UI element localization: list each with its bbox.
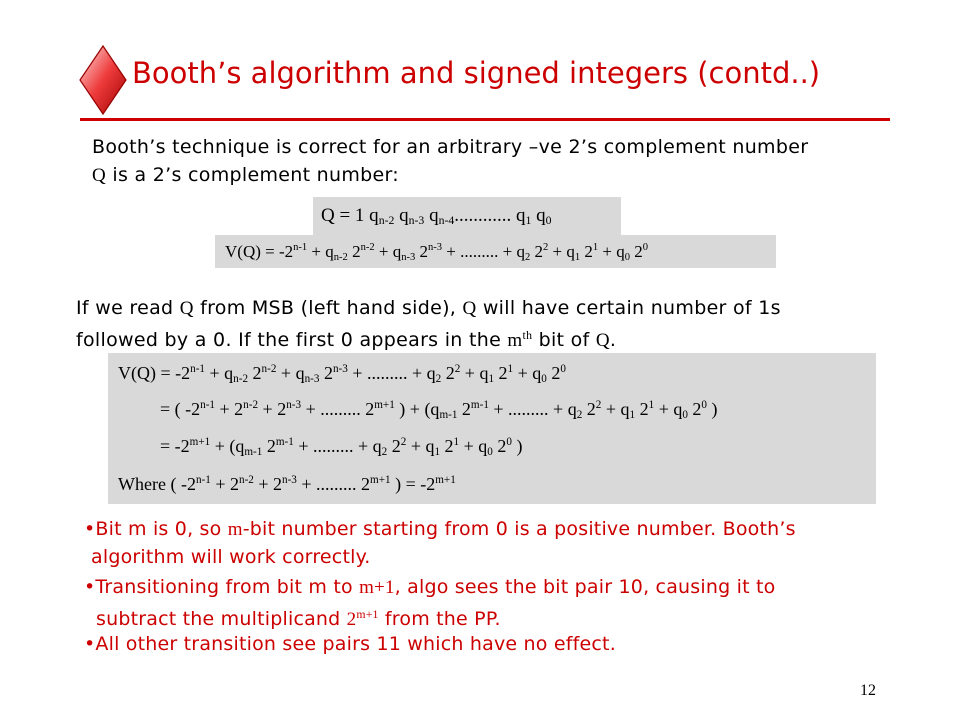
derivation-row-3: = $-2^{m+1} + (q_{m-1}$ $2^{m-1}$ + ......... + $q_2$ $2^2 + q_1$ $2^1 + q_0$ $2^0$ ) [160, 436, 523, 458]
derivation-row-4: Where ( $-2^{n-1} + 2^{n-2} + 2^{n-3}$ + ......... $2^{m+1}$ ) = $-2^{m+1}$ [118, 474, 456, 494]
bullet-2-line-2: subtract the multiplicand $2^{m+1}$ from the PP. [96, 608, 501, 630]
vq-formula: $V(Q) = -2^{n-1} + q_{n-2}$ $2^{n-2} + q_{n-3}$ $2^{n-3}$ + ......... + $q_2$ $2^2 + q_1$ $2^1 + q_0$ $2^0$ [225, 242, 649, 263]
msb-line-2: followed by a 0. If the first 0 appears in the $m^{th}$ bit of Q. [76, 329, 617, 351]
page-number: 12 [860, 682, 876, 699]
slide-title: Booth’s algorithm and signed integers (contd..) [132, 56, 821, 90]
bullet-list [84, 516, 904, 666]
derivation-box [108, 353, 876, 504]
derivation-row-2: = ( $-2^{n-1} + 2^{n-2} + 2^{n-3}$ + ......... $2^{m+1}$ ) + ($q_{m-1}$ $2^{m-1}$ + ......... + $q_2$ $2^2 + q_1$ $2^1 + q_0$ $2^0$ ) [160, 399, 718, 421]
intro-line-2: Q is a 2’s complement number: [92, 164, 399, 186]
bullet-2-line-1: •Transitioning from bit m to m+1, algo sees the bit pair 10, causing it to [84, 576, 776, 598]
vq-formula-box [215, 235, 776, 268]
intro-line-1: Booth’s technique is correct for an arbitrary –ve 2’s complement number [92, 136, 809, 158]
derivation-row-1: $V(Q) = -2^{n-1} + q_{n-2}$ $2^{n-2} + q_{n-3}$ $2^{n-3}$ + ......... + $q_2$ $2^2 + q_1$ $2^1 + q_0$ $2^0$ [118, 363, 566, 385]
title-underline [80, 118, 890, 121]
bullet-1-line-1: •Bit m is 0, so m-bit number starting from 0 is a positive number. Booth’s [84, 518, 796, 540]
bullet-1-line-2: algorithm will work correctly. [91, 546, 371, 568]
msb-line-1: If we read Q from MSB (left hand side), Q will have certain number of 1s [76, 297, 781, 319]
diamond-icon [78, 44, 128, 116]
q-definition-box [313, 197, 621, 235]
bullet-3: •All other transition see pairs 11 which have no effect. [84, 633, 616, 655]
q-definition: Q = 1 $q_{n-2}$ $q_{n-3}$ $q_{n-4}$............ $q_1$ $q_0$ [321, 205, 552, 227]
